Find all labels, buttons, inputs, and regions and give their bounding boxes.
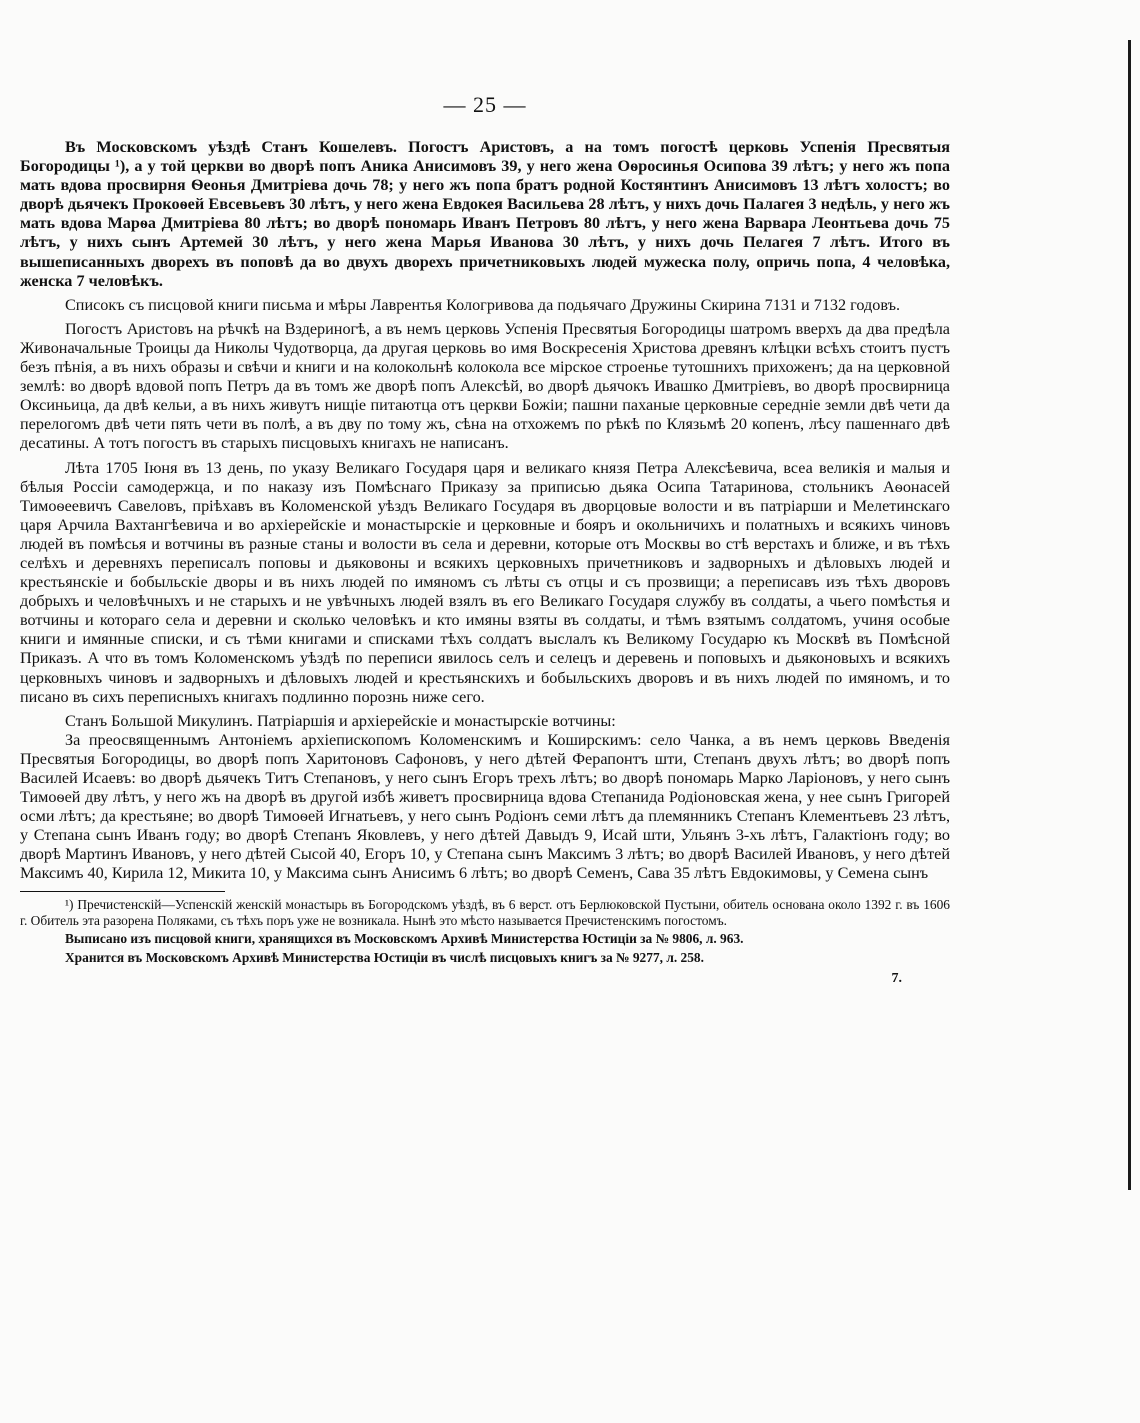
source-line-extract: Выписано изъ писцовой книги, хранящихся въ Московскомъ Архивѣ Министерства Юстиціи за № 9806, л. 963. [65,930,744,946]
source-line-archive: Хранится въ Московскомъ Архивѣ Министерства Юстиціи въ числѣ писцовыхъ книгъ за № 9277, л. 258. [65,949,704,965]
page-edge-rule [1128,40,1131,1190]
paragraph-koshelev-stan: Въ Московскомъ уѣздѣ Станъ Кошелевъ. Погостъ Аристовъ, а на томъ погостѣ церковь Успенія Пресвятыя Богородицы ¹), а у той церкви во дворѣ попъ Аника Анисимовъ 39, у него жена Оѳросинья Осипова 39 лѣтъ; у него жъ попа мать вдова просвирня Ѳеонья Дмитріева дочь 78; у него жъ попа братъ родной Костянтинъ Анисимовъ 13 лѣтъ холостъ; во дворѣ дьячекъ Прокоѳей Евсевьевъ 30 лѣтъ, у него жена Евдокея Васильева 28 лѣтъ, у нихъ дочь Палагея 3 недѣль, у него жъ мать вдова Марѳа Дмитріева 80 лѣтъ; во дворѣ пономарь Иванъ Петровъ 80 лѣтъ, у него жена Варвара Леонтьева дочь 75 лѣтъ, у нихъ сынъ Артемей 30 лѣтъ, у него жена Марья Иванова 30 лѣтъ, у нихъ дочь Пелагея 7 лѣтъ. Итого въ вышеписанныхъ дворехъ въ поповѣ да во двухъ дворехъ причетниковыхъ людей мужеска полу, опричь попа, 4 человѣка, женска 7 человѣкъ. [20,138,950,290]
paragraph-scribe-list-header: Списокъ съ писцовой книги письма и мѣры Лаврентья Кологривова да подьячаго Дружины Скирина 7131 и 7132 годовъ. [65,295,901,314]
page-number: — 25 — [443,92,527,117]
paragraph-pogost-aristov: Погостъ Аристовъ на рѣчкѣ на Вздериногѣ, а въ немъ церковь Успенія Пресвятыя Богородицы шатромъ вверхъ да два предѣла Живоначальные Троицы да Николы Чудотворца, да другая церковь во имя Воскресенія Христова древянъ клѣцки всѣхъ стоитъ пустъ безъ пѣнія, а въ нихъ образы и свѣчи и книги и на колокольнѣ колокола все мірское строенье тутошнихъ прихоженъ; да на церковной землѣ: во дворѣ вдовой попъ Петръ да въ томъ же дворѣ попъ Алексѣй, во дворѣ дьячокъ Ивашко Дмитріевъ, во дворѣ просвирница Оксиньица, да двѣ кельи, а въ нихъ живутъ нищіе питаютца отъ церкви Божіи; пашни паханые церковные середніе земли двѣ чети да перелогомъ двѣ чети пять чети въ полѣ, а въ дву по тому жъ, сѣна на отхожемъ по рѣкѣ по Клязьмѣ 20 копенъ, лѣсу пашеннаго двѣ десатины. А тотъ погостъ въ старыхъ писцовыхъ книгахъ не написанъ. [20,319,950,453]
paragraph-stan-bolshoy-mikulin: Станъ Большой Микулинъ. Патріаршія и архіерейскіе и монастырскіе вотчины: [65,711,616,730]
page-content [20,92,950,987]
paragraph-selo-chanka: За преосвященнымъ Антоніемъ архіепископомъ Коломенскимъ и Коширскимъ: село Чанка, а въ немъ церковь Введенія Пресвятыя Богородицы, во дворѣ попъ Харитоновъ Сафоновъ, у него дѣтей Ферапонтъ шти, Степанъ двухъ лѣтъ; во дворѣ попъ Василей Исаевъ: во дворѣ дьячекъ Титъ Степановъ, у него сынъ Егоръ трехъ лѣтъ; во дворѣ пономарь Марко Ларіоновъ, у него сынъ Тимоѳей дву лѣтъ, у него жъ на дворѣ въ другой избѣ живетъ просвирница вдова Степанида Родіоновская жена, у нее сынъ Григорей осми лѣтъ; да крестьяне; во дворѣ Тимоѳей Игнатьевъ, у него сынъ Родіонъ семи лѣтъ да племянникъ Степанъ Клементьевъ 23 лѣтъ, у Степана сынъ Иванъ году; во дворѣ Степанъ Яковлевъ, у него дѣтей Давыдъ 9, Исай шти, Ульянъ 3-хъ лѣтъ, Галактіонъ году; во дворѣ Мартинъ Ивановъ, у него дѣтей Сысой 40, Егоръ 10, у Степана сынъ Максимъ 3 лѣтъ; во дворѣ Василей Ивановъ, у него дѣтей Максимъ 40, Кирила 12, Микита 10, у Максима сынъ Анисимъ 6 лѣтъ; во дворѣ Семенъ, Сава 35 лѣтъ Евдокимовы, у Семена сынъ [20,730,950,883]
paragraph-decree-1705: Лѣта 1705 Іюня въ 13 день, по указу Великаго Государя царя и великаго князя Петра Алексѣевича, всеа великія и малыя и бѣлыя Россіи самодержца, и по наказу изъ Помѣснаго Приказу за приписью дьяка Осипа Татаринова, стольникъ Аѳонасей Тимоѳеевичъ Савеловъ, пріѣхавъ въ Коломенской уѣздъ Великаго Государя въ дворцовые волости и въ патріарши и Мелетинскаго царя Арчила Вахтангѣевича и во архіерейскіе и монастырскіе и церковные и бояръ и окольничихъ и полатныхъ и всякихъ чиновъ людей въ помѣсья и вотчины въ разные станы и волости въ села и деревни, которые отъ Москвы во стѣ верстахъ и ближе, и въ тѣхъ селѣхъ и деревняхъ переписалъ поповы и дьяковоны и всякихъ церковныхъ причетниковъ и задворныхъ и дѣловыхъ людей и крестьянскіе и бобыльскіе дворы и въ нихъ людей по имяномъ съ лѣты съ отцы и съ прозвищи; а переписавъ изъ тѣхъ дворовъ добрыхъ и человѣчныхъ и не старыхъ и не увѣчныхъ людей взялъ въ его Великаго Государя службу въ солдаты, а чьего помѣстья и вотчины и котораго села и деревни и сколько человѣкъ и кто имяны взяты въ солдаты, и тѣмъ взятымъ солдатомъ, учиня особые книги и имянные списки, и съ тѣми книгами и списками тѣхъ солдатъ выслалъ къ Великому Государю къ Москвѣ въ Помѣсной Приказъ. А что въ томъ Коломенскомъ уѣздѣ по переписи явилось селъ и селецъ и деревень и поповыхъ и дьяконовыхъ и всякихъ церковныхъ чиновъ и задворныхъ и дѣловыхъ людей и крестьянскихъ и бобыльскихъ дворовъ и въ нихъ людей по имяномъ, и то писано въ сихъ переписныхъ книгахъ подлинно порознь ниже сего. [20,458,950,706]
signature-mark: 7. [891,970,902,986]
footnote-1: ¹) Пречистенскій—Успенскій женскій монастырь въ Богородскомъ уѣздѣ, въ 6 верст. отъ Берлюковской Пустыни, обитель основана около 1392 г. въ 1606 г. Обитель эта разорена Поляками, съ тѣхъ поръ уже не возникала. Нынѣ это мѣсто называется Пречистенскимъ погостомъ. [20,896,950,928]
footnote-divider [20,891,225,892]
